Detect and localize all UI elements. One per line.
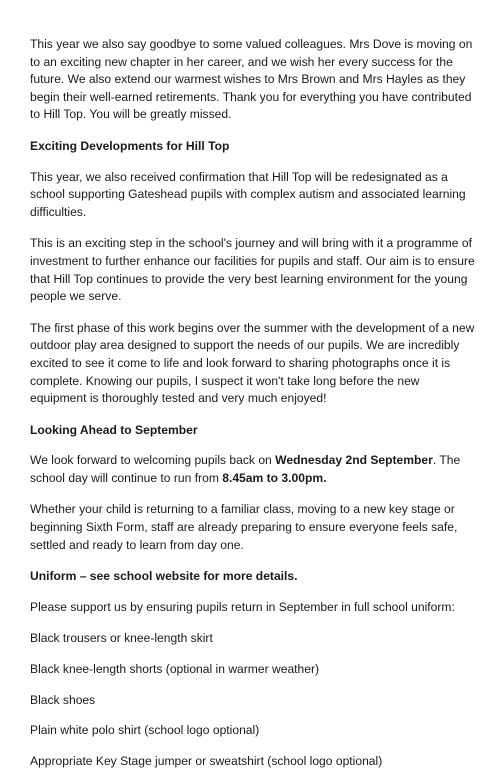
return-date: Wednesday 2nd September [275,453,433,468]
uniform-item: Plain white polo shirt (school logo optional) [30,723,260,738]
uniform-heading: Uniform – see school website for more details. [30,569,298,584]
farewell-paragraph: This year we also say goodbye to some valued colleagues. Mrs Dove is moving on to an exciting new chapter in her career, and we wish her every success for the future. We also extend our warmest wishes to Mrs Brown and Mrs Hayles as they begin their well-earned retirements. Thank you for everything you have contributed to Hill Top. You will be greatly missed. [30,37,473,122]
play-area-paragraph: The first phase of this work begins over the summer with the development of a new outdoor play area designed to support the needs of our pupils. We are incredibly excited to see it come to life and look forward to sharing photographs once it is complete. Knowing our pupils, I suspect it won't take long before the new equipment is thoroughly tested and very much enjoyed! [30,320,475,406]
investment-paragraph: This is an exciting step in the school's journey and will bring with it a programme of investment to further enhance our facilities for pupils and staff. Our aim is to ensure that Hill Top continues to provide the very best learning environment for the young people we serve. [30,236,475,304]
redesignation-paragraph: This year, we also received confirmation that Hill Top will be redesignated as a school supporting Gateshead pupils with complex autism and associated learning difficulties. [30,169,466,219]
uniform-item: Appropriate Key Stage jumper or sweatshirt (school logo optional) [30,753,383,768]
uniform-item: Black trousers or knee-length skirt [30,631,213,646]
uniform-intro: Please support us by ensuring pupils return in September in full school uniform: [30,599,455,614]
return-text-start: We look forward to welcoming pupils back on [30,453,276,468]
return-date-paragraph [30,452,476,487]
newsletter-page [30,36,476,783]
school-day-times: 8.45am to 3.00pm. [222,470,327,485]
developments-heading: Exciting Developments for Hill Top [30,138,230,153]
uniform-item: Black knee-length shorts (optional in warmer weather) [30,662,320,677]
transition-paragraph: Whether your child is returning to a familiar class, moving to a new key stage or beginning Sixth Form, staff are already preparing to ensure everyone feels safe, settled and ready to learn from day one. [30,502,458,552]
uniform-item: Black shoes [30,692,96,707]
return-text-middle: . The school day will continue to run from [30,453,461,485]
september-heading: Looking Ahead to September [30,422,198,437]
